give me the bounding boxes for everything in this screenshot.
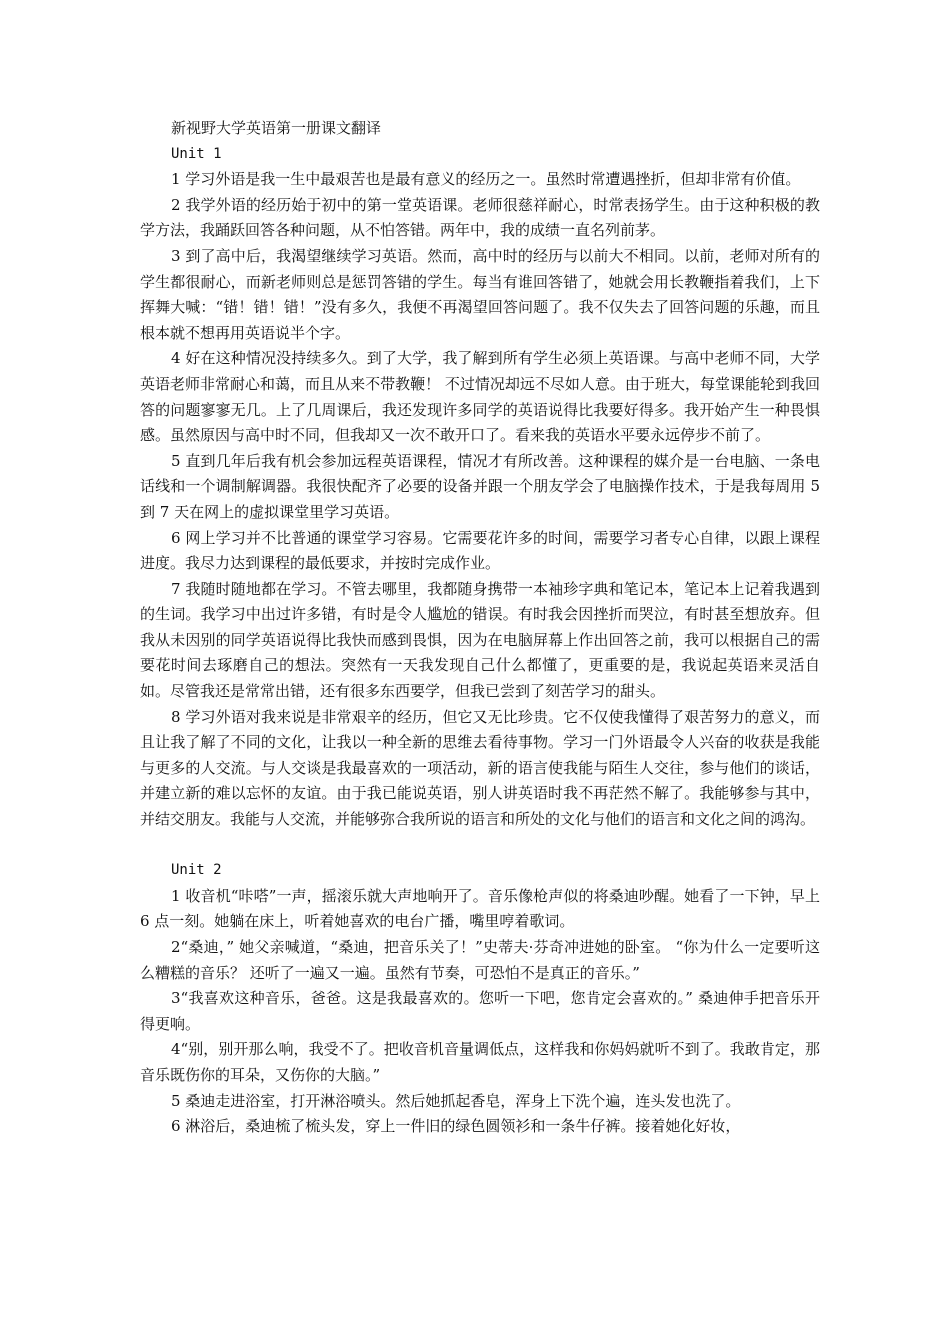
- paragraph: 3 到了高中后，我渴望继续学习英语。然而，高中时的经历与以前大不相同。以前，老师对所有的学生都很耐心，而新老师则总是惩罚答错的学生。每当有谁回答错了，她就会用长教鞭指着我们，上下挥舞大喊：“错！错！错！”没有多久，我便不再渴望回答问题了。我不仅失去了回答问题的乐趣，而且根本就不想再用英语说半个字。: [140, 246, 820, 342]
- paragraph: 6 淋浴后，桑迪梳了梳头发，穿上一件旧的绿色圆领衫和一条牛仔裤。接着她化好妆，: [171, 1117, 741, 1136]
- section-spacer: [140, 833, 820, 859]
- paragraph: 1 学习外语是我一生中最艰苦也是最有意义的经历之一。虽然时常遭遇挫折，但却非常有价值。: [171, 170, 801, 189]
- paragraph: 4 好在这种情况没持续多久。到了大学，我了解到所有学生必须上英语课。与高中老师不同，大学英语老师非常耐心和蔼，而且从来不带教鞭！ 不过情况却远不尽如人意。由于班大，每堂课能轮到我回答的问题寥寥无几。上了几周课后，我还发现许多同学的英语说得比我要好得多。我开始产生一种畏惧感。虽然原因与高中时不同，但我却又一次不敢开口了。看来我的英语水平要永远停步不前了。: [140, 349, 820, 445]
- paragraph: 2“桑迪，” 她父亲喊道，“桑迪，把音乐关了！”史蒂夫·芬奇冲进她的卧室。 “你为什么一定要听这么糟糕的音乐？ 还听了一遍又一遍。虽然有节奏，可恐怕不是真正的音乐。”: [140, 938, 820, 982]
- paragraph: 5 桑迪走进浴室，打开淋浴喷头。然后她抓起香皂，浑身上下洗个遍，连头发也洗了。: [171, 1091, 741, 1110]
- paragraph: 6 网上学习并不比普通的课堂学习容易。它需要花许多的时间，需要学习者专心自律，以跟上课程进度。我尽力达到课程的最低要求，并按时完成作业。: [140, 528, 820, 573]
- paragraph: 4“别，别开那么响，我受不了。把收音机音量调低点，这样我和你妈妈就听不到了。我敢肯定，那音乐既伤你的耳朵，又伤你的大脑。”: [140, 1040, 820, 1084]
- paragraph: 3“我喜欢这种音乐，爸爸。这是我最喜欢的。您听一下吧，您肯定会喜欢的。” 桑迪伸手把音乐开得更响。: [140, 989, 820, 1033]
- paragraph: 5 直到几年后我有机会参加远程英语课程，情况才有所改善。这种课程的媒介是一台电脑、一条电话线和一个调制解调器。我很快配齐了必要的设备并跟一个朋友学会了电脑操作技术，于是我每周用 5 到 7 天在网上的虚拟课堂里学习英语。: [140, 451, 820, 521]
- unit-heading: Unit 1: [171, 145, 222, 162]
- paragraph: 7 我随时随地都在学习。不管去哪里，我都随身携带一本袖珍字典和笔记本，笔记本上记着我遇到的生词。我学习中出过许多错，有时是令人尴尬的错误。有时我会因挫折而哭泣，有时甚至想放弃。但我从未因别的同学英语说得比我快而感到畏惧，因为在电脑屏幕上作出回答之前，我可以根据自己的需要花时间去琢磨自己的想法。突然有一天我发现自己什么都懂了，更重要的是，我说起英语来灵活自如。尽管我还是常常出错，还有很多东西要学，但我已尝到了刻苦学习的甜头。: [140, 579, 820, 701]
- paragraph: 8 学习外语对我来说是非常艰辛的经历，但它又无比珍贵。它不仅使我懂得了艰苦努力的意义，而且让我了解了不同的文化，让我以一种全新的思维去看待事物。学习一门外语最令人兴奋的收获是我能与更多的人交流。与人交谈是我最喜欢的一项活动，新的语言使我能与陌生人交往，参与他们的谈话，并建立新的难以忘怀的友谊。由于我已能说英语，别人讲英语时我不再茫然不解了。我能够参与其中，并结交朋友。我能与人交流，并能够弥合我所说的语言和所处的文化与他们的语言和文化之间的鸿沟。: [140, 707, 820, 829]
- paragraph: 2 我学外语的经历始于初中的第一堂英语课。老师很慈祥耐心，时常表扬学生。由于这种积极的教学方法，我踊跃回答各种问题，从不怕答错。两年中，我的成绩一直名列前茅。: [140, 195, 820, 240]
- paragraph: 1 收音机“咔嗒”一声，摇滚乐就大声地响开了。音乐像枪声似的将桑迪吵醒。她看了一下钟，早上 6 点一刻。她躺在床上，听着她喜欢的电台广播，嘴里哼着歌词。: [140, 886, 820, 931]
- unit-heading: Unit 2: [171, 862, 222, 879]
- document-title: 新视野大学英语第一册课文翻译: [171, 119, 382, 137]
- document-body: [140, 116, 820, 1140]
